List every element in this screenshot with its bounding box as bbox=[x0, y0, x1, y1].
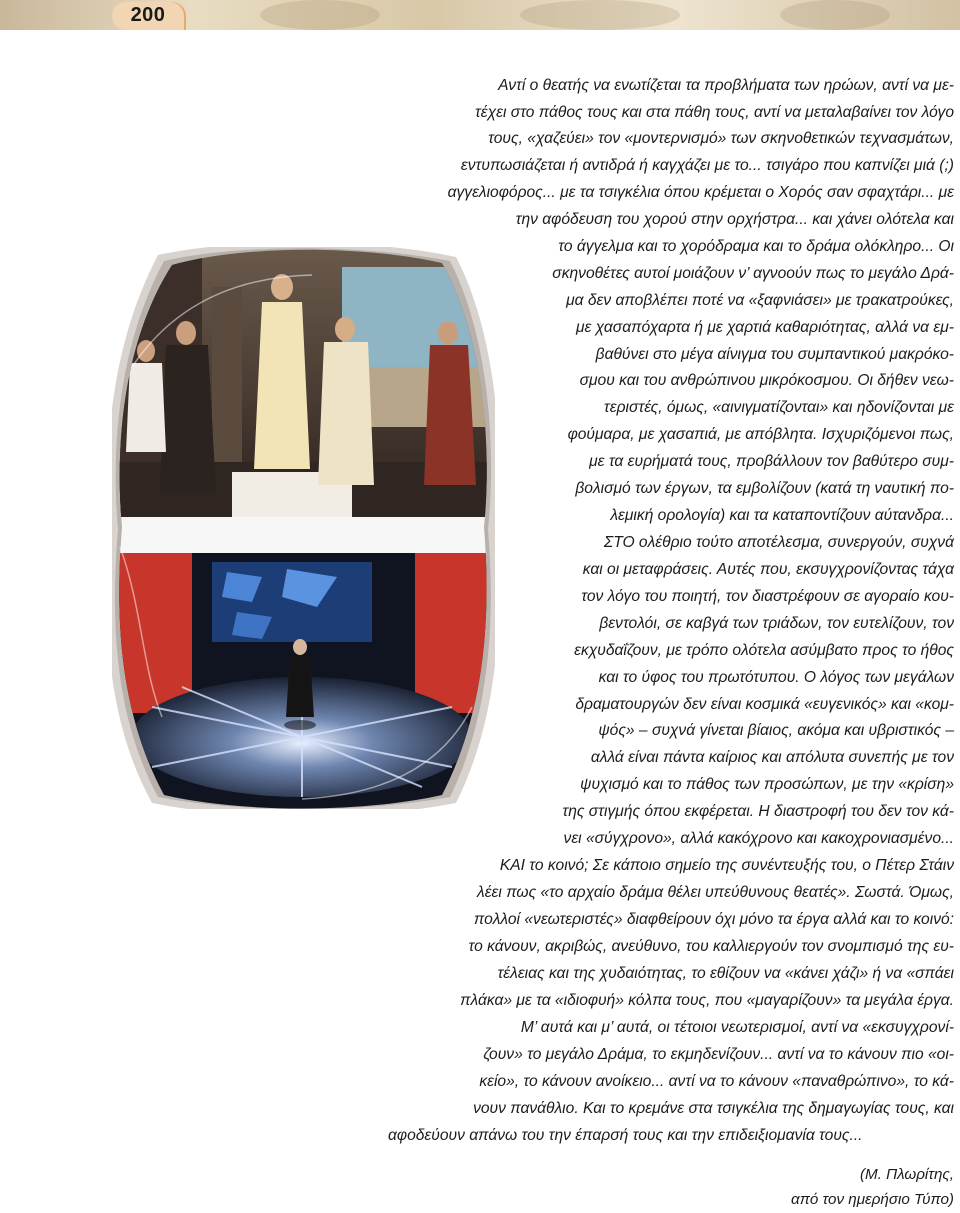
article-line: με τα ευρήματά τους, προβάλλουν τον βαθύτερο συμ- bbox=[589, 453, 954, 470]
article-line: την αφόδευση του χορού στην ορχήστρα... και χάνει ολότελα και bbox=[515, 211, 954, 228]
source-publication: από τον ημερήσιο Τύπο) bbox=[791, 1191, 954, 1208]
article-line: και το ύφος του πρωτότυπου. Ο λόγος των μεγάλων bbox=[598, 669, 954, 686]
article-line: αφοδεύουν απάνω του την έπαρσή τους και την επιδειξιομανία τους... bbox=[388, 1127, 863, 1144]
article-line: λέει πως «το αρχαίο δράμα θέλει υπεύθυνους θεατές». Σωστά. Όμως, bbox=[477, 884, 954, 901]
article-line: ψυχισμό και το πάθος των προσώπων, με την «κρίση» bbox=[580, 776, 954, 793]
article-line: σμου και του ανθρώπινου μικρόκοσμου. Οι δήθεν νεω- bbox=[579, 372, 954, 389]
theatre-photos bbox=[112, 247, 495, 809]
article-line: τεριστές, όμως, «αινιγματίζονται» και ηδονίζονται με bbox=[603, 399, 954, 416]
article-line: τέλειας και της χυδαιότητας, το εθίζουν να «κάνει χάζι» ή να «σπάει bbox=[497, 965, 954, 982]
article-line: βαθύνει στο μέγα αίνιγμα του συμπαντικού μακρόκο- bbox=[595, 346, 954, 363]
article-line: αλλά είναι πάντα καίριος και απόλυτα συνεπής με τον bbox=[590, 749, 954, 766]
article-line: μα δεν αποβλέπει ποτέ να «ξαφνιάσει» με τρακατρούκες, bbox=[566, 292, 954, 309]
article-line: και οι μεταφράσεις. Αυτές που, εκσυγχρονίζοντας τάχα bbox=[582, 561, 954, 578]
article-line: τέχει στο πάθος τους και στα πάθη τους, αντί να μεταλαβαίνει τον λόγο bbox=[474, 104, 954, 121]
article-line: το άγγελμα και το χορόδραμα και το δράμα ολόκληρο... Οι bbox=[558, 238, 954, 255]
article-line: δραματουργών δεν είναι κοσμικά «ευγενικός» και «κομ- bbox=[575, 696, 954, 713]
article-line: με χασαπόχαρτα ή με χαρτιά καθαριότητας, αλλά να εμ- bbox=[575, 319, 954, 336]
article-line: πολλοί «νεωτεριστές» διαφθείρουν όχι μόνο τα έργα αλλά και το κοινό: bbox=[473, 911, 954, 928]
source-author: (Μ. Πλωρίτης, bbox=[859, 1166, 954, 1183]
article-line: ΣΤΟ ολέθριο τούτο αποτέλεσμα, συνεργούν, συχνά bbox=[603, 534, 954, 551]
article-line: νει «σύγχρονο», αλλά κακόχρονο και κακοχρονιασμένο... bbox=[563, 830, 954, 847]
page-number: 200 bbox=[130, 4, 166, 26]
article-line: ΚΑΙ το κοινό; Σε κάποιο σημείο της συνέντευξής του, ο Πέτερ Στάιν bbox=[499, 857, 954, 874]
article-line: πλάκα» με τα «ιδιοφυή» κόλπα τους, που «μαγαρίζουν» τα μεγάλα έργα. bbox=[460, 992, 954, 1009]
article-line: Αντί ο θεατής να ενωτίζεται τα προβλήματα των ηρώων, αντί να με- bbox=[498, 77, 954, 94]
theatre-photos-illustration bbox=[112, 247, 495, 809]
article-line: νουν πανάθλιο. Και το κρεμάνε στα τσιγκέλια της δημαγωγίας τους, και bbox=[473, 1100, 954, 1117]
article-line: βολισμό των έργων, τα εμβολίζουν (κατά τη ναυτική πο- bbox=[575, 480, 954, 497]
article-line: αγγελιοφόρος... με τα τσιγκέλια όπου κρέμεται ο Χορός σαν σφαχτάρι... με bbox=[447, 184, 954, 201]
page-number-tab bbox=[112, 2, 184, 30]
article-line: τον λόγο του ποιητή, τον διαστρέφουν σε αγοραίο κου- bbox=[581, 588, 954, 605]
article-line: λεμική ορολογία) και τα καταποντίζουν αύτανδρα... bbox=[610, 507, 954, 524]
article-line: σκηνοθέτες αυτοί μοιάζουν ν’ αγνοούν πως το μεγάλο Δρά- bbox=[552, 265, 954, 282]
article-line: βεντολόι, σε καβγά των τριάδων, τον ευτελίζουν, τον bbox=[599, 615, 954, 632]
article-line: της στιγμής όπου εκφέρεται. Η διαστροφή του δεν τον κά- bbox=[562, 803, 954, 820]
article-line: το κάνουν, ακριβώς, ανεύθυνο, του καλλιεργούν τον σνομπισμό της ευ- bbox=[468, 938, 954, 955]
article-line: εντυπωσιάζεται ή αντιδρά ή καγχάζει με το... τσιγάρο που καπνίζει μιά (;) bbox=[460, 157, 954, 174]
article-line: τους, «χαζεύει» τον «μοντερνισμό» των σκηνοθετικών τεχνασμάτων, bbox=[488, 130, 954, 147]
article-line: Μ’ αυτά και μ’ αυτά, οι τέτοιοι νεωτερισμοί, αντί να «εκσυγχρονί- bbox=[520, 1019, 954, 1036]
article-line: ζουν» το μεγάλο Δράμα, το εκμηδενίζουν... αντί να το κάνουν πιο «οι- bbox=[483, 1046, 954, 1063]
article-line: ψός» – συχνά γίνεται βίαιος, ακόμα και υβριστικός – bbox=[598, 722, 954, 739]
article-line: κείο», το κάνουν ανοίκειο... αντί να το κάνουν «παναθρώπινο», το κά- bbox=[479, 1073, 954, 1090]
article-line: εκχυδαΐζουν, με τρόπο ολότελα ασύμβατο προς το ήθος bbox=[574, 642, 954, 659]
article-line: φούμαρα, με χασαπιά, με απόβλητα. Ισχυριζόμενοι πως, bbox=[567, 426, 954, 443]
